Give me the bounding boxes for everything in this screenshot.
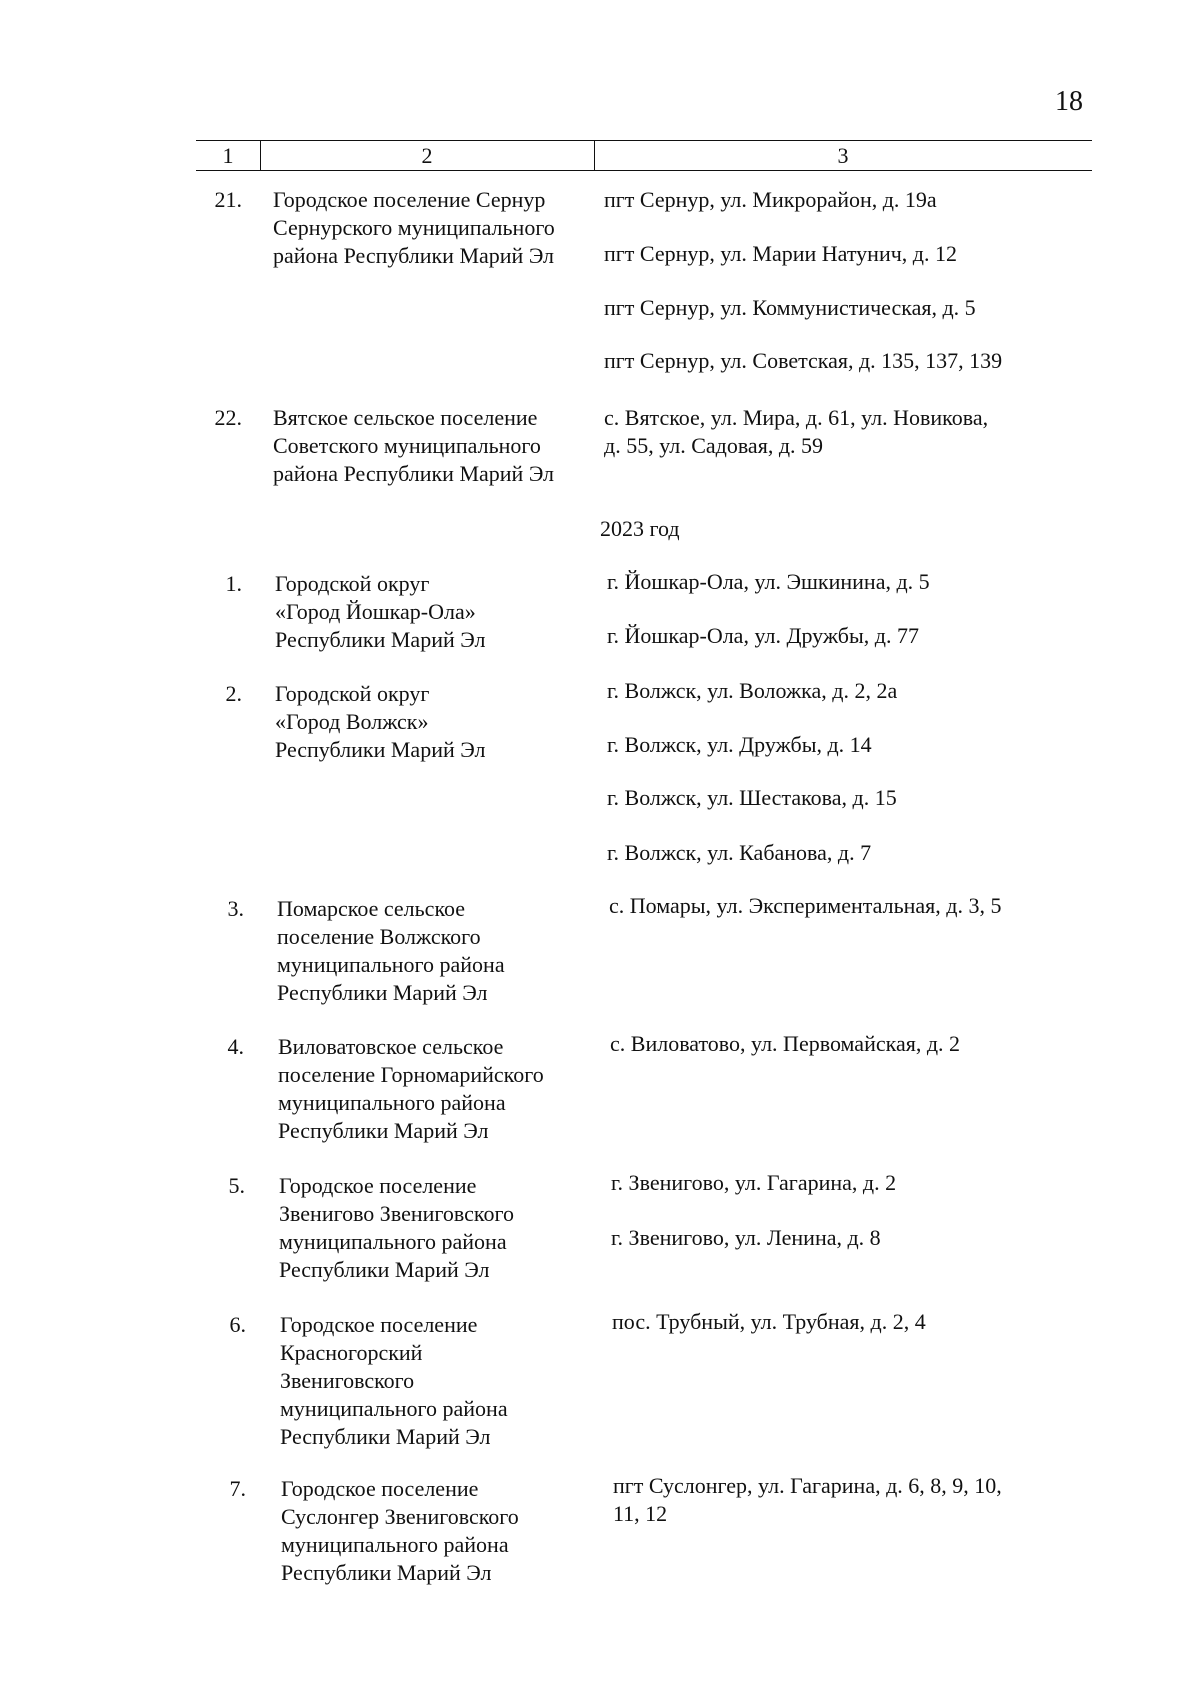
- address: пгт Сернур, ул. Марии Натунич, д. 12: [604, 241, 957, 266]
- address: пгт Сернур, ул. Коммунистическая, д. 5: [604, 295, 976, 320]
- municipality-name: Виловатовское сельское поселение Горномарийского муниципального района Республики Марий Эл: [278, 1034, 544, 1143]
- municipality-name: Городской округ «Город Волжск» Республики Марий Эл: [275, 681, 486, 762]
- municipality-name: Городское поселение Звенигово Звениговского муниципального района Республики Марий Эл: [279, 1173, 514, 1282]
- address: пгт Сернур, ул. Советская, д. 135, 137, 139: [604, 348, 1003, 373]
- address: г. Звенигово, ул. Гагарина, д. 2: [611, 1170, 897, 1195]
- address: г. Волжск, ул. Воложка, д. 2, 2а: [607, 678, 898, 703]
- municipality-name: Помарское сельское поселение Волжского муниципального района Республики Марий Эл: [277, 896, 505, 1005]
- table-top-rule: [196, 140, 1092, 141]
- row-number: 2.: [225, 681, 242, 706]
- address: с. Помары, ул. Экспериментальная, д. 3, 5: [609, 893, 1002, 918]
- row-number: 21.: [214, 187, 242, 212]
- municipality-name: Городское поселение Сернур Сернурского муниципального района Республики Марий Эл: [273, 187, 555, 268]
- row-number: 3.: [227, 896, 244, 921]
- row-number: 4.: [227, 1034, 244, 1059]
- municipality-name: Городской округ «Город Йошкар-Ола» Республики Марий Эл: [275, 571, 486, 652]
- municipality-name: Городское поселение Красногорский Звениговского муниципального района Республики Марий Эл: [280, 1312, 508, 1449]
- table-header-bottom-rule: [196, 170, 1092, 171]
- municipality-name: Вятское сельское поселение Советского муниципального района Республики Марий Эл: [273, 405, 555, 486]
- address: г. Волжск, ул. Дружбы, д. 14: [607, 732, 872, 757]
- year-heading: 2023 год: [600, 516, 680, 541]
- column-header-2: 2: [421, 143, 433, 168]
- address: г. Волжск, ул. Кабанова, д. 7: [607, 840, 872, 865]
- address: пгт Суслонгер, ул. Гагарина, д. 6, 8, 9, 10, 11, 12: [613, 1473, 1002, 1526]
- column-header-3: 3: [837, 143, 849, 168]
- address: г. Йошкар-Ола, ул. Дружбы, д. 77: [607, 623, 919, 648]
- row-number: 1.: [225, 571, 242, 596]
- address: с. Виловатово, ул. Первомайская, д. 2: [610, 1031, 961, 1056]
- row-number: 6.: [229, 1312, 246, 1337]
- row-number: 5.: [228, 1173, 245, 1198]
- row-number: 7.: [229, 1476, 246, 1501]
- row-number: 22.: [214, 405, 242, 430]
- address: г. Волжск, ул. Шестакова, д. 15: [607, 785, 897, 810]
- municipality-name: Городское поселение Суслонгер Звениговского муниципального района Республики Марий Эл: [281, 1476, 519, 1585]
- address: пос. Трубный, ул. Трубная, д. 2, 4: [612, 1309, 926, 1334]
- address: пгт Сернур, ул. Микрорайон, д. 19а: [604, 187, 937, 212]
- page-number: 18: [1055, 86, 1083, 117]
- column-header-1: 1: [222, 143, 234, 168]
- address: с. Вятское, ул. Мира, д. 61, ул. Новикова, д. 55, ул. Садовая, д. 59: [604, 405, 989, 458]
- address: г. Йошкар-Ола, ул. Эшкинина, д. 5: [607, 569, 930, 594]
- address: г. Звенигово, ул. Ленина, д. 8: [611, 1225, 881, 1250]
